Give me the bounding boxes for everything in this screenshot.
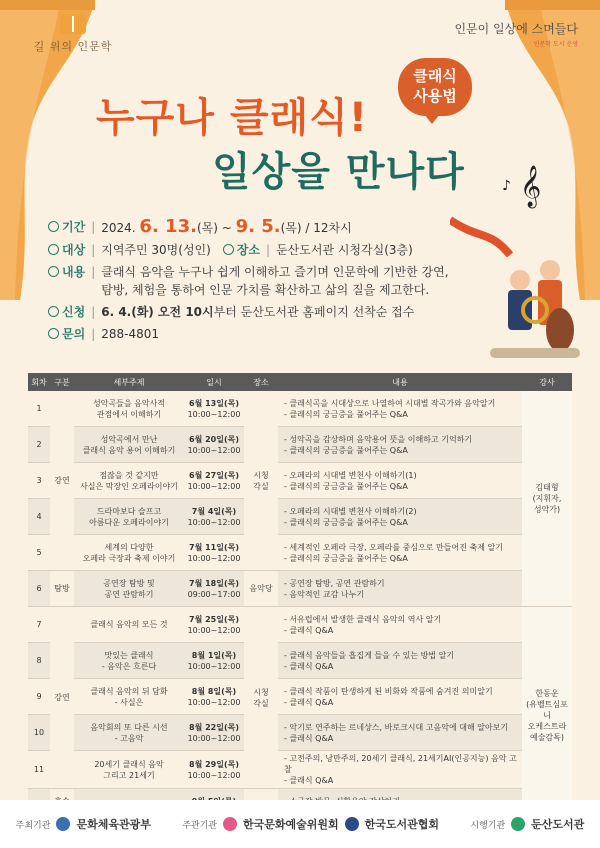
cell-lecturer: 김태형 (지휘자, 성악가) — [522, 391, 572, 607]
table-row — [28, 535, 572, 571]
cell-content: - 클래식 작품이 탄생하게 된 비화와 작품에 숨겨진 의미알기 - 클래식 Q&A — [278, 679, 522, 715]
table-header-row — [28, 373, 572, 391]
cell-content: - 고전주의, 낭만주의, 20세기 클래식, 21세기AI(인공지능) 음악 고찰 - 클래식 Q&A — [278, 751, 522, 789]
cell-date: 7월 25일(목) — [189, 614, 239, 624]
table-row — [28, 607, 572, 643]
cell-no: 6 — [28, 571, 50, 607]
organizer-role: 주관기관 — [182, 820, 217, 831]
cell-content: - 악기로 연주하는 르네상스, 바로크시대 고음악에 대해 알아보기 - 클래식 Q&A — [278, 715, 522, 751]
schedule-table — [28, 373, 572, 825]
cell-content: - 클래식 음악들을 흡집게 들을 수 있는 방법 알기 - 클래식 Q&A — [278, 643, 522, 679]
treble-clef-icon: 𝄞 — [520, 166, 542, 207]
cell-topic: 공연장 탐방 및 공연 관람하기 — [74, 571, 184, 607]
contact-value: 288-4801 — [101, 327, 160, 341]
cell-no: 7 — [28, 607, 50, 643]
cell-topic: 점잖을 것 같지만 사실은 막장인 오페라이야기 — [74, 463, 184, 499]
apply-value: 6. 4.(화) 오전 10시부터 둔산도서관 홈페이지 선착순 접수 — [101, 305, 415, 319]
arts-council-logo-icon — [223, 817, 237, 831]
executor-role: 시행기관 — [470, 820, 506, 831]
cell-no: 3 — [28, 463, 50, 499]
header-content: 내용 — [278, 373, 522, 391]
place-label: 장소 — [236, 243, 261, 257]
target-value: 지역주민 30명(성인) — [101, 243, 211, 257]
executor-org: 둔산도서관 — [531, 818, 585, 831]
organizer-1: 한국문화예술위원회 — [242, 818, 339, 831]
footer-organizations — [0, 800, 600, 848]
cell-place: 시청 각실 — [244, 391, 278, 571]
cell-date: 8월 22일(목) — [189, 722, 239, 732]
cell-datetime — [184, 427, 244, 463]
cell-date: 8월 8일(목) — [191, 686, 237, 696]
cell-no: 4 — [28, 499, 50, 535]
table-body — [28, 391, 572, 825]
header-category: 구분 — [50, 373, 74, 391]
cell-datetime — [184, 715, 244, 751]
header-no: 회차 — [28, 373, 50, 391]
cell-content: - 세계적인 오페라 극장, 오페라를 중심으로 만들어진 축제 알기 - 클래식의 궁금증을 풀어주는 Q&A — [278, 535, 522, 571]
executor-group — [470, 816, 584, 832]
cell-no: 10 — [28, 715, 50, 751]
table-row — [28, 463, 572, 499]
cell-content: - 클래식곡을 시대상으로 나열하여 시대별 작곡가와 음악알기 - 클래식의 궁금증을 풀어주는 Q&A — [278, 391, 522, 427]
cell-datetime — [184, 463, 244, 499]
cell-time: 10:00~12:00 — [187, 553, 241, 563]
content-value: 클래식 음악을 누구나 쉽게 이해하고 즐기며 인문학에 기반한 강연, 탐방, 체험을 통하여 인문 가치를 확산하고 삶의 질을 제고한다. — [101, 265, 449, 297]
info-contact: 문의 | 288-4801 — [48, 325, 468, 343]
cell-place: 시청 각실 — [244, 607, 278, 789]
cell-topic: 세계의 다양한 오페라 극장과 축제 이야기 — [74, 535, 184, 571]
cell-content: - 오페라의 시대별 변천사 이해하기(1) - 클래식의 궁금증을 풀어주는 Q&A — [278, 463, 522, 499]
cell-topic: 성악곡들을 음악사적 관점에서 이해하기 — [74, 391, 184, 427]
cell-content: - 성악곡을 감상하며 음악용어 뜻을 이해하고 기억하기 - 클래식의 궁금증을 풀어주는 Q&A — [278, 427, 522, 463]
organizer-2: 한국도서관협회 — [364, 818, 440, 831]
brand-right-text: 인문이 일상에 스며들다 — [454, 22, 578, 36]
cell-date: 7월 4일(목) — [191, 506, 237, 516]
table-row — [28, 679, 572, 715]
cell-category: 강연 — [50, 607, 74, 789]
cell-topic: 성악곡에서 만난 클래식 음악 용어 이해하기 — [74, 427, 184, 463]
contact-label: 문의 — [62, 327, 86, 341]
cell-datetime — [184, 571, 244, 607]
host-role: 주최기관 — [15, 820, 51, 831]
cell-topic: 20세기 클래식 음악 그리고 21세기 — [74, 751, 184, 789]
library-association-logo-icon — [345, 817, 359, 831]
cell-no: 1 — [28, 391, 50, 427]
content-label: 내용 — [62, 265, 86, 279]
cell-category: 강연 — [50, 391, 74, 571]
dunsan-library-logo-icon — [511, 817, 525, 831]
info-apply: 신청 | 6. 4.(화) 오전 10시부터 둔산도서관 홈페이지 선착순 접수 — [48, 303, 468, 321]
program-info — [48, 218, 468, 347]
cell-place: 음악당 — [244, 571, 278, 607]
book-icon — [60, 14, 86, 34]
organizer-group — [182, 816, 439, 832]
cell-time: 10:00~12:00 — [187, 445, 241, 455]
cell-datetime — [184, 607, 244, 643]
info-target-place: 대상 | 지역주민 30명(성인) 장소 | 둔산도서관 시청각실(3층) — [48, 241, 468, 259]
brand-logo-left — [18, 14, 128, 54]
cell-topic: 맛있는 클래식 - 음악은 흐른다 — [74, 643, 184, 679]
brand-logo-right — [454, 20, 578, 48]
classic-usage-badge — [398, 58, 472, 116]
period-label: 기간 — [62, 220, 86, 234]
check-icon — [48, 306, 59, 317]
header-topic: 세부주제 — [74, 373, 184, 391]
check-icon — [48, 244, 59, 255]
cell-date: 6월 20일(목) — [189, 434, 239, 444]
music-note-icon: ♪ — [502, 178, 511, 194]
cell-content: - 공연장 탐방, 공연 관람하기 - 음악적인 교감 나누기 — [278, 571, 522, 607]
info-content: 내용 | 클래식 음악을 누구나 쉽게 이해하고 즐기며 인문학에 기반한 강연, 탐방, 체험을 통하여 인문 가치를 확산하고 삶의 질을 제고한다. — [48, 263, 468, 299]
cell-no: 11 — [28, 751, 50, 789]
cell-time: 10:00~12:00 — [187, 733, 241, 743]
cell-date: 7월 18일(목) — [189, 578, 239, 588]
cell-topic: 드라마보다 슬프고 아름다운 오페라이야기 — [74, 499, 184, 535]
period-end: 9. 5. — [235, 216, 281, 237]
cell-datetime — [184, 643, 244, 679]
cell-datetime — [184, 751, 244, 789]
cell-topic: 클래식 음악의 뒤 담화 - 사실은 — [74, 679, 184, 715]
cell-content: - 서유럽에서 발생한 클래식 음악의 역사 알기 - 클래식 Q&A — [278, 607, 522, 643]
cell-no: 2 — [28, 427, 50, 463]
cell-time: 10:00~12:00 — [187, 697, 241, 707]
check-icon — [48, 221, 59, 232]
table-row — [28, 715, 572, 751]
cell-time: 09:00~17:00 — [187, 589, 241, 599]
cell-datetime — [184, 679, 244, 715]
cell-content: - 오페라의 시대별 변천사 이해하기(2) - 클래식의 궁금증을 풀어주는 Q&A — [278, 499, 522, 535]
table-row — [28, 391, 572, 427]
cell-time: 10:00~12:00 — [187, 481, 241, 491]
cell-no: 5 — [28, 535, 50, 571]
check-icon — [223, 244, 234, 255]
cell-no: 9 — [28, 679, 50, 715]
cell-lecturer: 한동운 (유벨트심포니 오케스트라 예술감독) — [522, 607, 572, 825]
cell-category: 탐방 — [50, 571, 74, 607]
cell-date: 6월 27일(목) — [189, 470, 239, 480]
badge-line2: 사용법 — [413, 87, 457, 105]
badge-line1: 클래식 — [413, 67, 457, 85]
brand-right-sub: 인문학 도시 운영 — [533, 41, 578, 48]
host-org: 문화체육관광부 — [76, 818, 151, 831]
period-start: 6. 13. — [139, 216, 197, 237]
government-emblem-icon — [56, 817, 70, 831]
table-row — [28, 643, 572, 679]
title-line1: 누구나 클래식! — [96, 95, 369, 141]
cell-time: 10:00~12:00 — [187, 770, 241, 780]
check-icon — [48, 328, 59, 339]
cell-date: 8월 29일(목) — [189, 759, 239, 769]
cell-time: 10:00~12:00 — [187, 661, 241, 671]
table-row — [28, 499, 572, 535]
brand-left-text: 길 위의 인문학 — [33, 40, 113, 53]
musicians-illustration — [450, 160, 590, 370]
cell-date: 8월 1일(목) — [191, 650, 237, 660]
check-icon — [48, 266, 59, 277]
table-row — [28, 751, 572, 789]
cell-time: 10:00~12:00 — [187, 409, 241, 419]
info-period: 기간 | 2024. 6. 13.(목) ~ 9. 5.(목) / 12차시 — [48, 218, 468, 237]
cell-date: 7월 11일(목) — [189, 542, 239, 552]
cell-date: 6월 13일(목) — [189, 398, 239, 408]
cell-time: 10:00~12:00 — [187, 517, 241, 527]
table-row — [28, 571, 572, 607]
cell-datetime — [184, 391, 244, 427]
header-lecturer: 강사 — [522, 373, 572, 391]
title-line2: 일상을 만나다 — [212, 149, 465, 195]
cell-time: 10:00~12:00 — [187, 625, 241, 635]
cell-topic: 음악회의 또 다른 시선 - 고음악 — [74, 715, 184, 751]
table-row — [28, 427, 572, 463]
place-value: 둔산도서관 시청각실(3층) — [276, 243, 413, 257]
apply-label: 신청 — [62, 305, 86, 319]
period-value: 2024. 6. 13.(목) ~ 9. 5.(목) / 12차시 — [101, 216, 352, 237]
header-datetime: 일시 — [184, 373, 244, 391]
cell-topic: 클래식 음악의 모든 것 — [74, 607, 184, 643]
host-group — [16, 816, 151, 832]
cell-datetime — [184, 499, 244, 535]
header-place: 장소 — [244, 373, 278, 391]
cell-no: 8 — [28, 643, 50, 679]
target-label: 대상 — [62, 243, 86, 257]
cell-datetime — [184, 535, 244, 571]
